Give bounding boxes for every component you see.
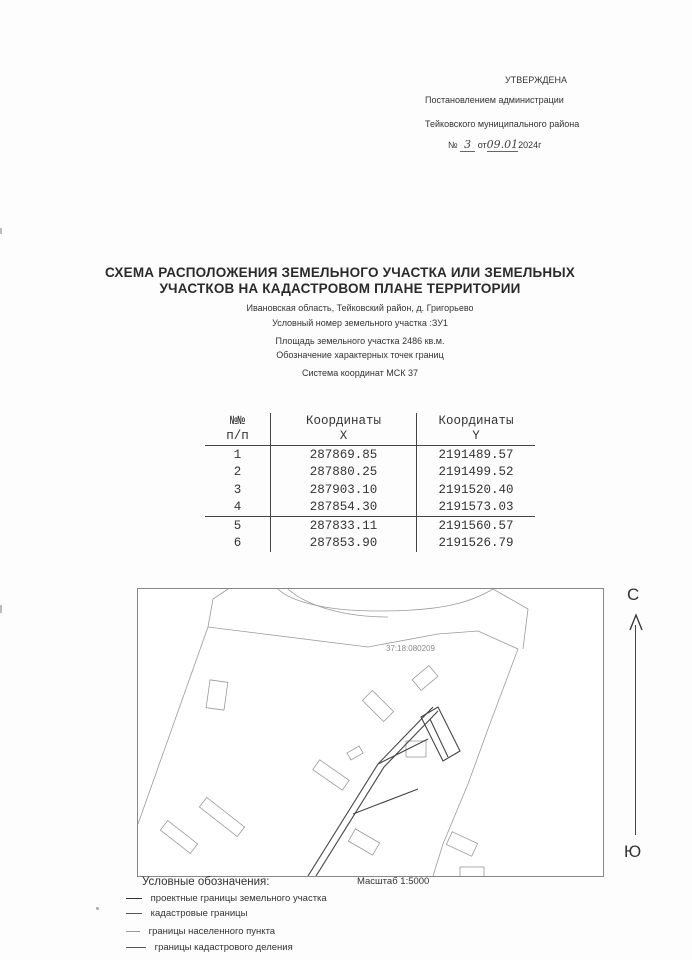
table-row xyxy=(205,446,535,464)
title-line-1: СХЕМА РАСПОЛОЖЕНИЯ ЗЕМЕЛЬНОГО УЧАСТКА ИЛИ ЗЕМЕЛЬНЫХ xyxy=(105,265,575,280)
cell-x: 287853.90 xyxy=(271,535,417,553)
parcel-number-text: Условный номер земельного участка :ЗУ1 xyxy=(272,318,448,328)
decree-number-line xyxy=(448,138,541,151)
project-parcel-inner xyxy=(430,719,448,757)
legend-swatch xyxy=(126,931,140,932)
header-y-line1: Координаты xyxy=(438,414,514,428)
coord-system-text: Система координат МСК 37 xyxy=(301,368,419,378)
approval-stamp xyxy=(400,75,600,155)
map-boundary-top-2 xyxy=(288,589,388,617)
building xyxy=(160,821,197,854)
cell-number: 4 xyxy=(233,500,242,515)
legend-label: кадастровые границы xyxy=(150,908,248,919)
road-line xyxy=(308,707,433,876)
building xyxy=(460,867,484,876)
date-prefix: от xyxy=(477,140,487,150)
table-header-row xyxy=(205,413,535,446)
building xyxy=(412,666,438,691)
header-y-line2: Y xyxy=(472,429,480,443)
inner-boundary xyxy=(208,589,228,627)
document-title xyxy=(60,265,620,296)
building xyxy=(446,832,477,857)
location-text: Ивановская область, Тейковский район, д. Григорьево xyxy=(246,303,474,313)
compass xyxy=(622,585,652,865)
table-row xyxy=(205,499,535,517)
cadastral-block-label: 37:18:080209 xyxy=(386,644,435,653)
legend-label: проектные границы земельного участка xyxy=(150,893,327,904)
legend-item-project xyxy=(126,893,327,904)
legend-item-division xyxy=(126,942,293,953)
scan-speck xyxy=(96,907,99,910)
north-label: С xyxy=(627,585,640,604)
approved-label: УТВЕРЖДЕНА xyxy=(505,75,568,85)
legend-title: Условные обозначения: xyxy=(142,876,270,888)
area-text: Площадь земельного участка 2486 кв.м. xyxy=(275,336,445,346)
header-y xyxy=(417,413,536,446)
settlement-boundary xyxy=(138,627,518,876)
table-row xyxy=(205,535,535,553)
cadastral-map xyxy=(137,588,604,877)
cell-number: 1 xyxy=(233,447,242,462)
cell-y: 2191520.40 xyxy=(417,481,536,499)
compass-axis xyxy=(635,625,636,835)
title-line-2: УЧАСТКОВ НА КАДАСТРОВОМ ПЛАНЕ ТЕРРИТОРИИ xyxy=(159,281,521,296)
road-line-2 xyxy=(316,711,438,876)
cell-x: 287833.11 xyxy=(271,517,417,535)
decree-number: 3 xyxy=(460,138,475,152)
header-number-line2: п/п xyxy=(226,429,249,443)
scale-label: Масштаб 1:5000 xyxy=(357,876,430,887)
cell-y: 2191560.57 xyxy=(417,517,536,535)
table-row xyxy=(205,464,535,482)
cell-x: 287869.85 xyxy=(271,446,417,464)
coordinates-table xyxy=(205,413,535,552)
legend-label: границы кадастрового деления xyxy=(154,942,293,953)
cell-y: 2191489.57 xyxy=(417,446,536,464)
header-number xyxy=(205,413,271,446)
map-drawing xyxy=(138,589,603,876)
number-prefix: № xyxy=(448,140,458,150)
cell-number: 2 xyxy=(233,465,242,480)
points-label-text: Обозначение характерных точек границ xyxy=(276,350,444,360)
south-label: Ю xyxy=(624,842,642,861)
legend-item-settlement xyxy=(126,926,275,937)
building xyxy=(348,829,379,855)
north-arrow-icon xyxy=(628,612,648,632)
road-branch xyxy=(378,739,428,764)
cell-number: 3 xyxy=(233,482,242,497)
table-row xyxy=(205,517,535,535)
header-x-line1: Координаты xyxy=(305,414,381,428)
cell-number: 5 xyxy=(233,518,242,533)
building xyxy=(347,746,363,760)
header-x xyxy=(271,413,417,446)
cell-y: 2191526.79 xyxy=(417,535,536,553)
scan-speck xyxy=(0,605,2,613)
legend-swatch xyxy=(126,947,146,948)
cell-number: 6 xyxy=(233,536,242,551)
building xyxy=(206,680,228,710)
decree-date: 09.01 xyxy=(486,138,519,151)
legend-swatch xyxy=(126,898,142,899)
header-x-line2: X xyxy=(339,429,348,443)
legend-label: границы населенного пункта xyxy=(148,926,276,937)
cell-y: 2191573.03 xyxy=(417,499,536,517)
building xyxy=(313,760,349,790)
decree-label: Постановлением администрации xyxy=(425,95,564,105)
table-row xyxy=(205,481,535,499)
cell-y: 2191499.52 xyxy=(417,464,536,482)
scan-speck xyxy=(0,228,2,234)
legend-item-cadastral xyxy=(126,908,247,919)
building xyxy=(362,690,393,721)
project-parcel xyxy=(421,707,460,761)
building xyxy=(199,797,244,836)
map-boundary-top xyxy=(278,589,493,611)
decree-year: 2024 xyxy=(518,140,539,150)
cell-x: 287854.30 xyxy=(271,499,417,517)
district-label: Тейковского муниципального района xyxy=(425,119,580,129)
legend-swatch xyxy=(126,913,142,914)
cell-x: 287903.10 xyxy=(271,481,417,499)
year-suffix: г xyxy=(538,140,542,150)
header-number-line1: №№ xyxy=(229,414,245,428)
cell-x: 287880.25 xyxy=(271,464,417,482)
